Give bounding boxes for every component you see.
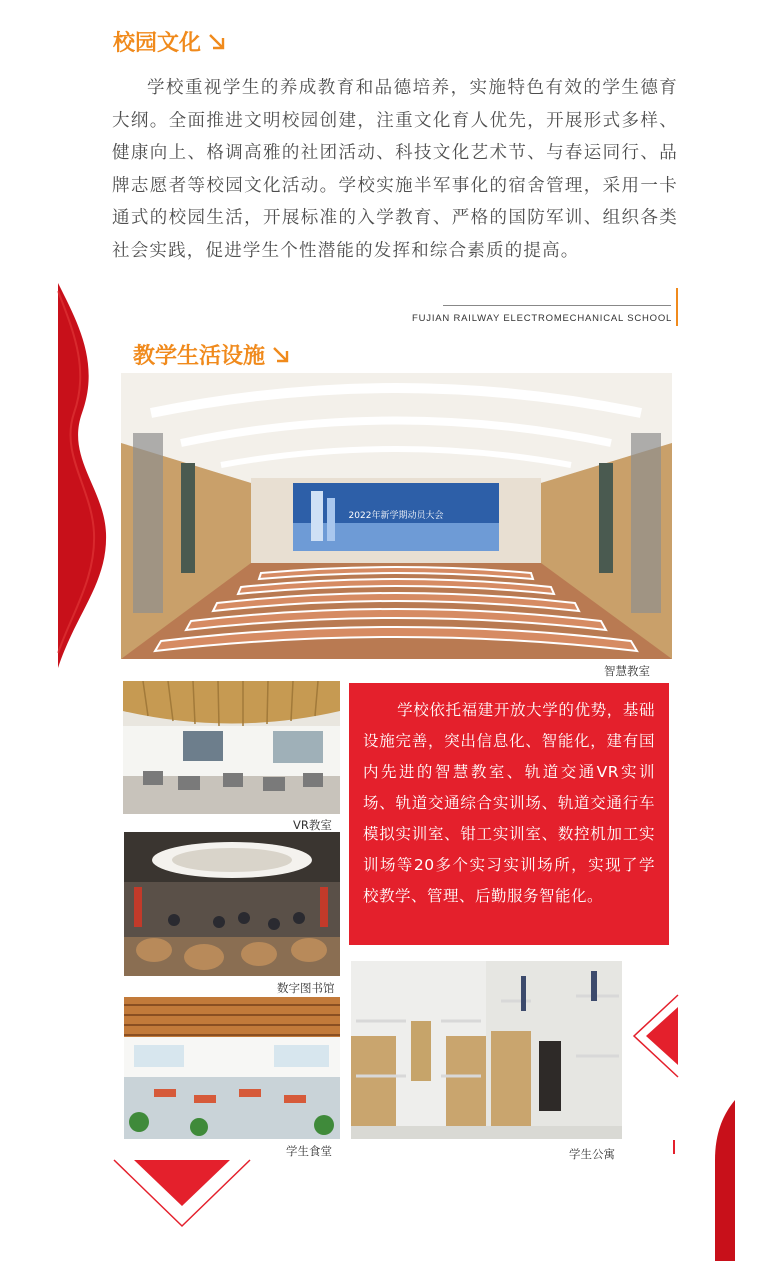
dorm-photo (351, 961, 622, 1139)
facilities-heading (133, 339, 291, 370)
right-chevron-decoration (630, 993, 680, 1079)
facilities-heading-text: 教学生活设施 (133, 344, 266, 369)
vr-room-caption: VR教室 (293, 818, 332, 832)
divider-line (443, 305, 671, 306)
culture-heading (113, 26, 227, 57)
right-red-column-decoration (705, 1100, 745, 1261)
vr-room-photo (123, 681, 340, 814)
arrow-down-right-icon (207, 32, 227, 52)
bottom-triangle-decoration (112, 1158, 252, 1228)
arrow-down-right-icon (271, 345, 291, 365)
school-english-name: FUJIAN RAILWAY ELECTROMECHANICAL SCHOOL (412, 313, 673, 324)
accent-bar (676, 288, 678, 326)
facilities-info-text: 学校依托福建开放大学的优势，基础设施完善，突出信息化、智能化，建有国内先进的智慧教室、轨道交通VR实训场、轨道交通综合实训场、轨道交通行车模拟实训室、钳工实训室、数控机加工实训场等20多个实习实训场所，实现了学校教学、管理、后勤服务智能化。 (363, 701, 655, 905)
canteen-caption: 学生食堂 (286, 1144, 332, 1158)
facilities-info-box (349, 683, 669, 945)
smart-classroom-caption: 智慧教室 (604, 664, 650, 678)
screen-banner-text: 2022年新学期动员大会 (348, 511, 444, 521)
culture-heading-text: 校园文化 (113, 31, 202, 56)
left-red-wave-decoration (0, 283, 112, 668)
dorm-caption: 学生公寓 (569, 1147, 615, 1161)
library-caption: 数字图书馆 (277, 981, 335, 995)
library-photo (124, 832, 340, 976)
right-accent-bar (673, 1140, 675, 1154)
smart-classroom-photo (121, 373, 672, 659)
culture-paragraph: 学校重视学生的养成教育和品德培养，实施特色有效的学生德育大纲。全面推进文明校园创建，注重文化育人优先，开展形式多样、健康向上、格调高雅的社团活动、科技文化艺术节、与春运同行、品牌志愿者等校园文化活动。学校实施半军事化的宿舍管理，采用一卡通式的校园生活，开展标准的入学教育、严格的国防军训、组织各类社会实践，促进学生个性潜能的发挥和综合素质的提高。 (112, 78, 678, 261)
canteen-photo (124, 997, 340, 1139)
